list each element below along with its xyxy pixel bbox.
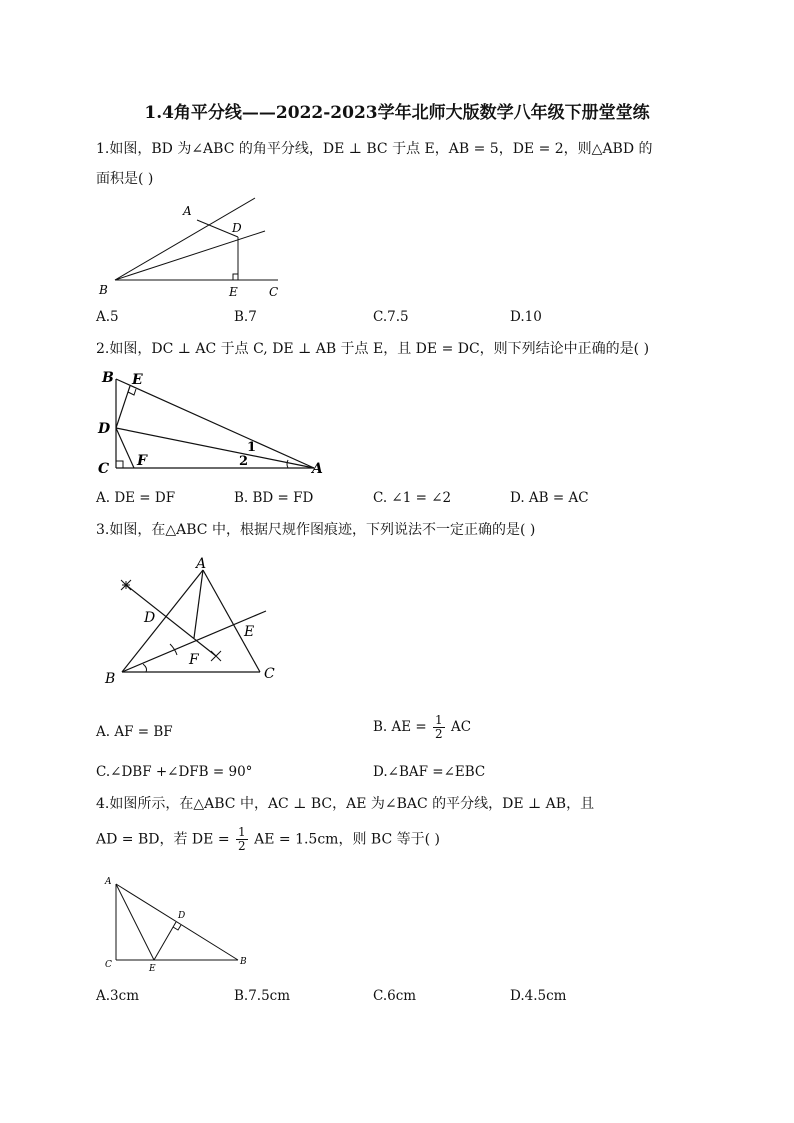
q2-option-b: B. BD = FD xyxy=(234,490,314,506)
q4-figure xyxy=(98,872,258,977)
q3-option-b xyxy=(373,714,471,741)
q2-label-b: B xyxy=(102,370,114,386)
q1-label-a: A xyxy=(183,204,192,218)
q3-figure xyxy=(98,552,288,687)
q3-option-b-fraction xyxy=(433,714,445,741)
q4-line2-suffix: AE = 1.5cm，则 BC 等于( ) xyxy=(254,831,440,848)
q1-label-c: C xyxy=(269,285,279,299)
q3-label-d: D xyxy=(144,610,156,626)
q3-option-b-numerator: 1 xyxy=(435,713,443,727)
q4-option-d: D.4.5cm xyxy=(510,988,567,1004)
q1-figure xyxy=(90,190,310,302)
q4-option-c: C.6cm xyxy=(373,988,417,1004)
q4-line2-denominator: 2 xyxy=(238,839,246,853)
q3-option-d: D.∠BAF =∠EBC xyxy=(373,764,486,780)
q4-label-c: C xyxy=(105,960,112,970)
q2-option-c: C. ∠1 = ∠2 xyxy=(373,490,452,506)
q4-text-line1: 4.如图所示，在△ABC 中，AC ⊥ BC，AE 为∠BAC 的平分线，DE ⊥ AB，且 xyxy=(96,796,595,812)
q3-label-b: B xyxy=(105,671,116,687)
q4-label-b: B xyxy=(240,957,247,967)
q4-line2-prefix: AD = BD，若 DE = xyxy=(96,831,230,848)
q4-label-e: E xyxy=(149,964,156,974)
q2-label-c: C xyxy=(98,461,110,477)
q2-option-a: A. DE = DF xyxy=(96,490,176,506)
q3-option-b-suffix: AC xyxy=(450,719,472,735)
q2-label-a: A xyxy=(312,461,323,477)
q2-label-f: F xyxy=(137,453,147,469)
q2-option-d: D. AB = AC xyxy=(510,490,589,506)
q2-label-e: E xyxy=(132,372,143,388)
q1-option-b: B.7 xyxy=(234,309,257,325)
q2-figure xyxy=(92,364,332,478)
q3-label-f: F xyxy=(189,652,199,668)
q3-label-a: A xyxy=(196,556,207,572)
q1-option-d: D.10 xyxy=(510,309,542,325)
q4-option-b: B.7.5cm xyxy=(234,988,291,1004)
q1-label-b: B xyxy=(99,283,108,297)
q1-option-c: C.7.5 xyxy=(373,309,409,325)
q3-option-a: A. AF = BF xyxy=(96,724,173,740)
q1-option-a: A.5 xyxy=(96,309,119,325)
q3-label-e: E xyxy=(244,624,255,640)
q2-label-d: D xyxy=(98,421,111,437)
q1-text-line1: 1.如图，BD 为∠ABC 的角平分线，DE ⊥ BC 于点 E，AB = 5，DE = 2，则△ABD 的 xyxy=(96,141,653,157)
q3-label-c: C xyxy=(264,666,275,682)
q1-text-line2: 面积是( ) xyxy=(96,171,154,187)
q3-option-b-prefix: B. AE = xyxy=(373,719,427,735)
q2-angle-1-label: 1 xyxy=(247,440,257,455)
q4-label-a: A xyxy=(105,877,112,887)
q3-option-c: C.∠DBF +∠DFB = 90° xyxy=(96,764,253,780)
q4-label-d: D xyxy=(178,911,186,921)
q4-text-line2 xyxy=(96,826,440,853)
page-title: 1.4角平分线——2022-2023学年北师大版数学八年级下册堂堂练 xyxy=(144,103,650,123)
q3-text-line1: 3.如图，在△ABC 中，根据尺规作图痕迹，下列说法不一定正确的是( ) xyxy=(96,522,536,538)
q2-angle-2-label: 2 xyxy=(239,454,249,469)
q1-label-e: E xyxy=(229,285,238,299)
q1-label-d: D xyxy=(232,221,242,235)
q4-option-a: A.3cm xyxy=(96,988,139,1004)
q4-line2-fraction xyxy=(236,826,248,853)
q3-option-b-denominator: 2 xyxy=(435,727,443,741)
q4-line2-numerator: 1 xyxy=(238,825,246,839)
q2-text-line1: 2.如图，DC ⊥ AC 于点 C, DE ⊥ AB 于点 E，且 DE = DC，则下列结论中正确的是( ) xyxy=(96,341,650,357)
